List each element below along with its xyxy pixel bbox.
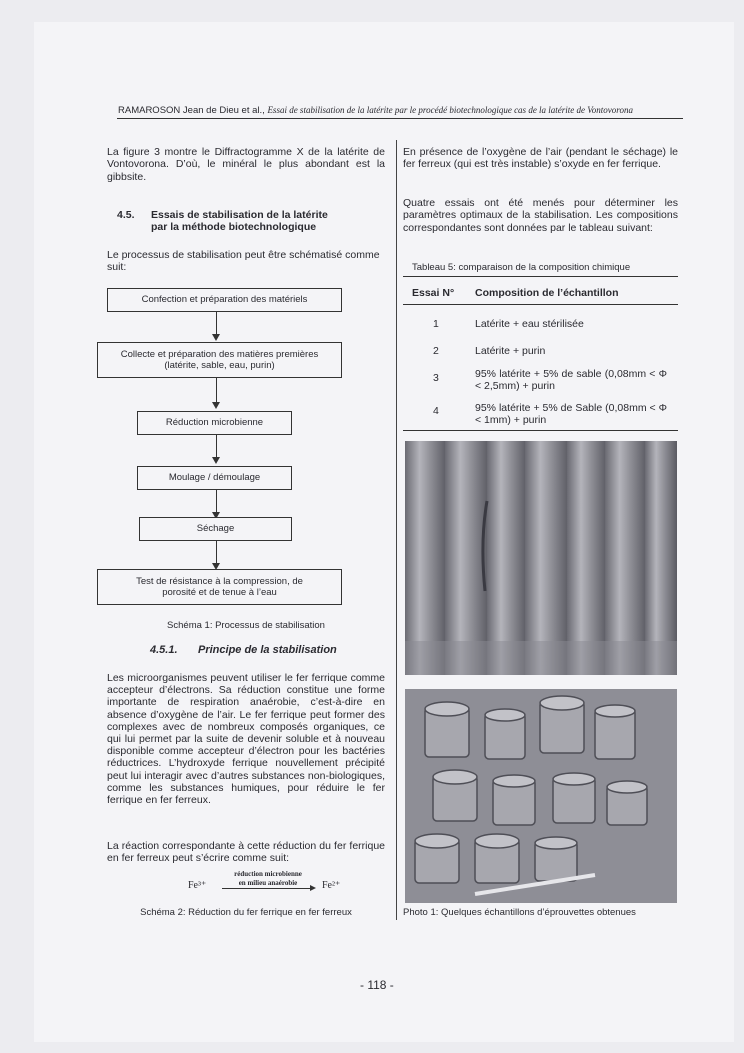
column-divider — [396, 140, 397, 920]
step-box-4: Moulage / démoulage — [137, 466, 292, 490]
row-num: 4 — [433, 405, 439, 417]
subsection-title: Principe de la stabilisation — [198, 644, 337, 656]
reaction-condition-bottom: en milieu anaérobie — [238, 879, 298, 887]
row-num: 2 — [433, 345, 439, 357]
tests-paragraph — [403, 197, 678, 234]
section-heading-line1: Essais de stabilisation de la latérite — [151, 209, 328, 221]
reaction-arrowhead — [310, 885, 316, 891]
principle-text: Les microorganismes peuvent utiliser le fer ferrique comme accepteur d’électrons. Sa réduction constitue une forme importante de respiration anaérobie, c’est-à-dire en absence d’oxygène de l’air. Le fer ferrique peut former des complexes avec de nombreux composés organiques, ce qui lui permet par la suite de devenir soluble et à nouveau disponible comme accepteur d’électron pour les bactéries réductrices. L’hydroxyde ferrique nouvellement précipité peut lui interagir avec d’autres substances non-biologiques, comme les substances humiques, pour réduire le fer ferrique en fer ferreux. — [107, 672, 385, 807]
intro-paragraph — [107, 146, 385, 183]
arrow-1 — [216, 312, 217, 336]
tests-text: Quatre essais ont été menés pour déterminer les paramètres optimaux de la stabilisation. Les compositions correspondantes sont données par le tableau suivant: — [403, 197, 678, 234]
step-box-1: Confection et préparation des matériels — [107, 288, 342, 312]
table-rule-bottom — [403, 430, 678, 431]
schema2-caption: Schéma 2: Réduction du fer ferrique en fer ferreux — [140, 907, 352, 918]
arrowhead-1 — [212, 334, 220, 341]
row-num: 1 — [433, 318, 439, 330]
reaction-equation — [188, 872, 368, 894]
principle-paragraph — [107, 672, 385, 806]
table-rule-top — [403, 276, 678, 277]
row-comp: 95% latérite + 5% de Sable (0,08mm < Φ < 1mm) + purin — [475, 402, 667, 426]
header-authors: RAMAROSON Jean de Dieu et al., — [118, 105, 265, 116]
arrowhead-3 — [212, 457, 220, 464]
header-rule — [117, 118, 683, 119]
header-title: Essai de stabilisation de la latérite par le procédé biotechnologique cas de la latérite de Vontovorona — [267, 105, 633, 115]
arrow-2 — [216, 378, 217, 404]
arrowhead-2 — [212, 402, 220, 409]
photo-cylinders-closeup — [405, 441, 677, 675]
process-intro — [107, 249, 385, 274]
reaction-reactant: Fe³⁺ — [188, 880, 207, 891]
reaction-arrow — [222, 888, 312, 889]
reaction-intro — [107, 840, 385, 865]
table-rule-mid — [403, 304, 678, 305]
section-number: 4.5. — [117, 209, 135, 221]
reaction-product: Fe²⁺ — [322, 880, 341, 891]
arrow-5 — [216, 541, 217, 565]
row-num: 3 — [433, 372, 439, 384]
arrow-3 — [216, 435, 217, 459]
oxidation-text: En présence de l’oxygène de l’air (pendant le séchage) le fer ferreux (qui est très instable) s’oxyde en fer ferrique. — [403, 146, 678, 171]
row-comp: Latérite + purin — [475, 345, 546, 357]
table-caption: Tableau 5: comparaison de la composition chimique — [412, 262, 631, 273]
step-box-6: Test de résistance à la compression, de porosité et de tenue à l’eau — [97, 569, 342, 605]
section-heading — [151, 209, 391, 233]
photo-specimens — [405, 689, 677, 903]
table-header-num: Essai N° — [412, 287, 455, 299]
section-heading-line2: par la méthode biotechnologique — [151, 221, 317, 233]
page-number: - 118 - — [360, 978, 394, 992]
row-comp: Latérite + eau stérilisée — [475, 318, 584, 330]
schema1-caption: Schéma 1: Processus de stabilisation — [167, 620, 325, 631]
step-box-5: Séchage — [139, 517, 292, 541]
process-intro-text: Le processus de stabilisation peut être schématisé comme suit: — [107, 249, 380, 274]
step-box-3: Réduction microbienne — [137, 411, 292, 435]
subsection-number: 4.5.1. — [150, 644, 178, 656]
reaction-condition-top: réduction microbienne — [234, 870, 302, 878]
table-header-comp: Composition de l’échantillon — [475, 287, 619, 299]
running-header — [118, 104, 682, 117]
oxidation-paragraph — [403, 146, 678, 171]
photo-caption: Photo 1: Quelques échantillons d’éprouvettes obtenues — [403, 907, 636, 918]
arrow-4 — [216, 490, 217, 514]
step-box-2: Collecte et préparation des matières premières (latérite, sable, eau, purin) — [97, 342, 342, 378]
reaction-intro-text: La réaction correspondante à cette réduction du fer ferrique en fer ferreux peut s’écrire comme suit: — [107, 840, 385, 865]
intro-text: La figure 3 montre le Diffractogramme X de la latérite de Vontovorona. D’où, le minéral le plus abondant est la gibbsite. — [107, 146, 385, 183]
row-comp: 95% latérite + 5% de sable (0,08mm < Φ < 2,5mm) + purin — [475, 368, 667, 392]
